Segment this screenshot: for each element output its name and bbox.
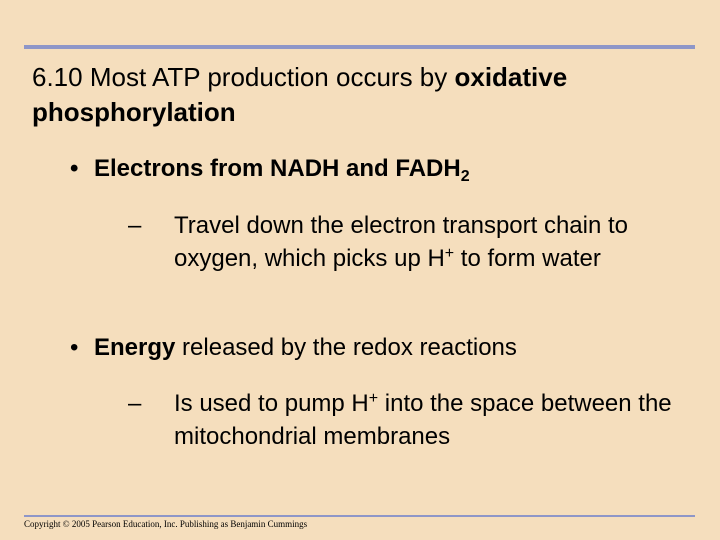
title-bold-text: oxidative phosphorylation (32, 62, 568, 127)
slide-title (32, 60, 692, 130)
subscript-text: 2 (460, 168, 470, 185)
sub-item-transport (128, 209, 694, 275)
sub-item-text-after: to form water (454, 245, 601, 272)
bullet-electrons (70, 152, 470, 185)
bullet-marker: • (70, 155, 79, 182)
bullet-bold-text: Energy (94, 334, 176, 361)
bullet-text: Electrons from NADH and FADH (94, 155, 461, 182)
dash-marker: – (128, 212, 142, 239)
sub-item-text-before: Is used to pump H (174, 390, 369, 417)
bottom-rule (24, 515, 695, 517)
bullet-marker: • (70, 334, 79, 361)
dash-marker: – (128, 390, 142, 417)
bullet-energy (70, 331, 517, 364)
sub-item-text-after: into the space between the mitochondrial membranes (174, 390, 672, 450)
superscript-text: + (368, 390, 379, 407)
bullet-text: released by the redox reactions (175, 334, 517, 361)
top-rule (24, 45, 695, 49)
sub-item-text-before: Travel down the electron transport chain to oxygen, which picks up H (174, 212, 629, 272)
copyright-notice: Copyright © 2005 Pearson Education, Inc. Publishing as Benjamin Cummings (24, 519, 308, 529)
superscript-text: + (444, 245, 455, 262)
sub-item-text (174, 387, 694, 453)
title-normal-text: 6.10 Most ATP production occurs by (32, 62, 455, 92)
sub-item-pump (128, 387, 694, 453)
sub-item-text (174, 209, 694, 275)
